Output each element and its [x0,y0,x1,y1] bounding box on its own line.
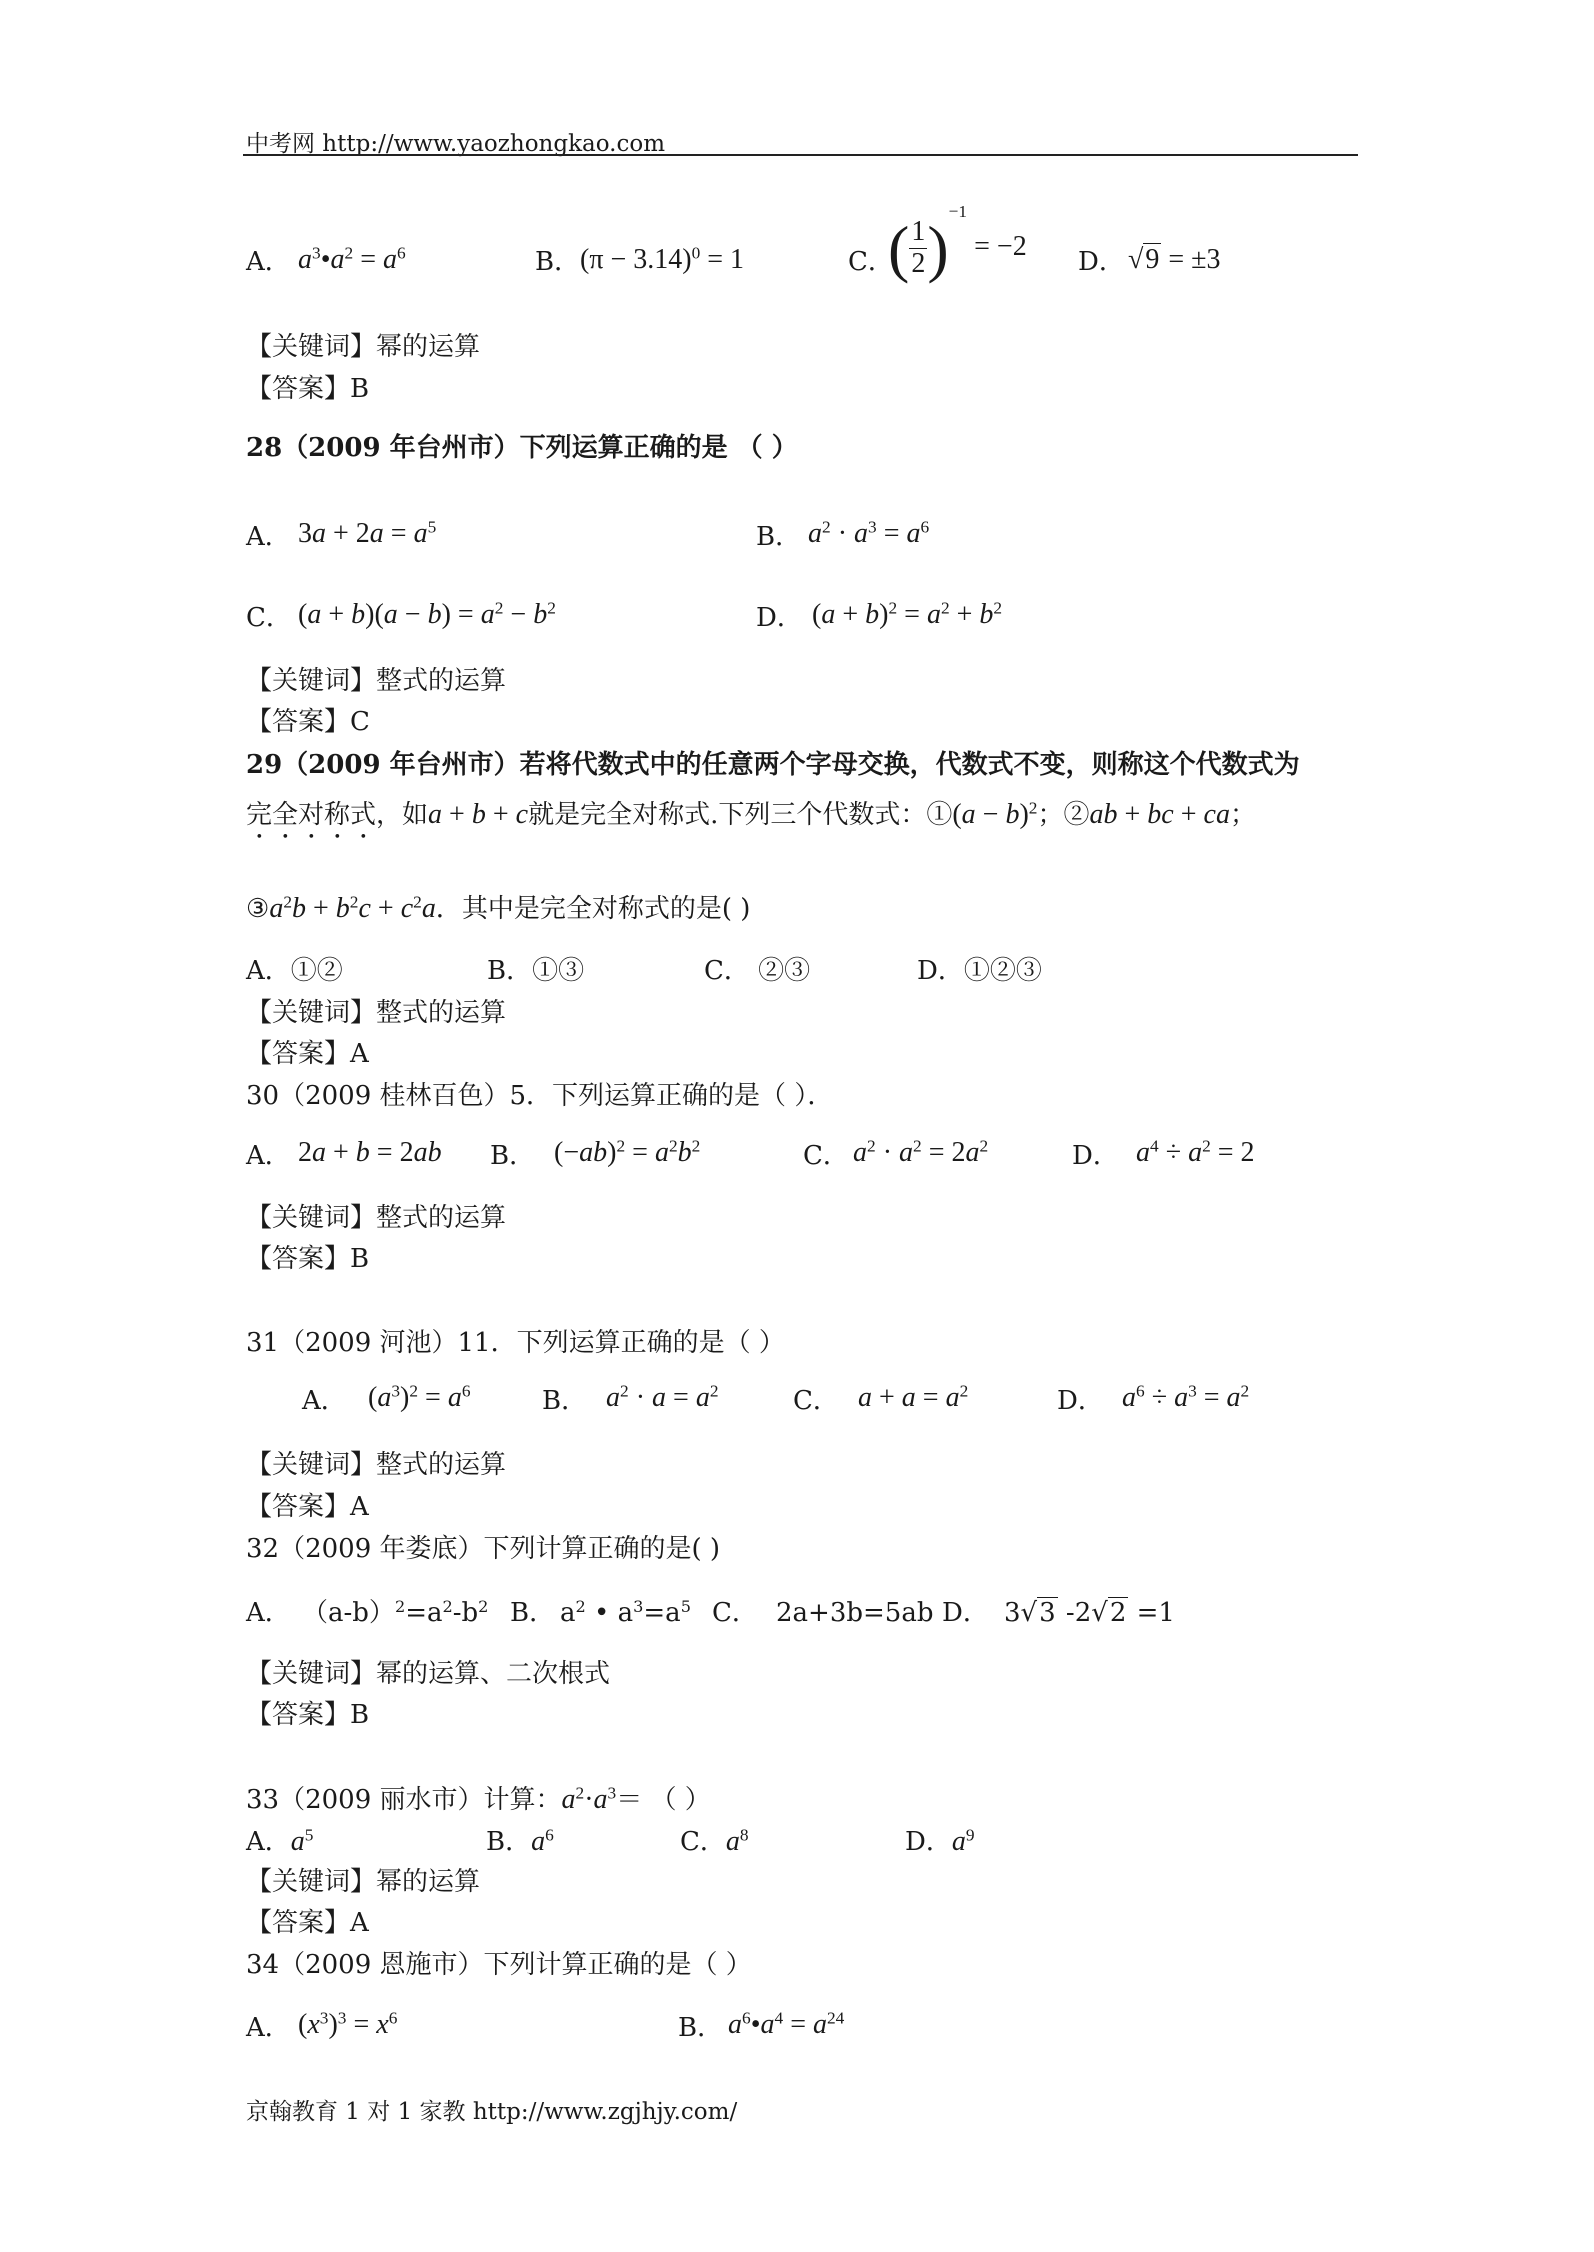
q29-mark3: ③ [246,894,270,924]
q29-sep: ；② [1037,800,1090,830]
q30-option-c-formula: $a^2 \cdot a^2 = 2a^2$ [853,1136,989,1168]
q30-option-a-label: A． [246,1141,291,1171]
q32-option-b-label: B． [510,1598,556,1628]
q29-symmetric-term: 完全对称式 [246,800,377,830]
q29-stem-line1: 29（2009 年台州市）若将代数式中的任意两个字母交换，代数式不变，则称这个代数式为 [246,750,1300,780]
q31-option-a-label: A． [302,1386,347,1416]
q31-option-d-label: D． [1057,1386,1104,1416]
q29-example-pre: ，如 [376,800,429,830]
page-footer: 京翰教育 1 对 1 家教 http://www.zgjhjy.com/ [246,2099,738,2125]
header-rule [243,154,1358,156]
q27-answer: 【答案】B [246,374,370,404]
q28-option-c-label: C． [246,603,292,633]
q27-option-d-formula: √9 = ±3 [1128,244,1221,275]
q32-option-d-label: D． [942,1598,989,1628]
q29-option-a: A．①② [246,956,343,986]
q29-example-post: 就是完全对称式.下列三个代数式：① [528,800,953,830]
q29-end: ； [1229,800,1256,830]
q27-option-b-label: B． [535,247,581,277]
q29-option-d: D．①②③ [917,956,1042,986]
q29-stem-line3-post: ．其中是完全对称式的是( ) [435,894,751,924]
q32-keyword: 【关键词】幂的运算、二次根式 [246,1659,611,1689]
q33-answer: 【答案】A [246,1908,369,1938]
q34-stem: 34（2009 恩施市）下列计算正确的是（ ） [246,1950,752,1980]
q29-option-c: C． ②③ [704,956,811,986]
q28-option-b-formula: $a^2 \cdot a^3 = a^6$ [808,517,930,549]
q28-option-d-formula: $(a + b)^2 = a^2 + b^2$ [812,598,1003,630]
q31-option-b-label: B． [542,1386,588,1416]
q28-option-c-formula: $(a + b)(a - b) = a^2 - b^2$ [298,598,556,630]
q29-answer: 【答案】A [246,1039,369,1069]
q31-option-a-formula: $(a^3)^2 = a^6$ [368,1381,471,1413]
q27-option-a-formula: $a^3•a^2 = a^6$ [298,243,406,275]
q33-option-c: C．$a^8$ [680,1825,749,1857]
q30-option-b-label: B． [490,1141,536,1171]
q27-keyword: 【关键词】幂的运算 [246,332,481,362]
q27-option-d-label: D． [1078,247,1125,277]
q28-answer: 【答案】C [246,707,370,737]
q33-option-a: A．$a^5$ [246,1825,314,1857]
q31-answer: 【答案】A [246,1492,369,1522]
q28-stem: 28（2009 年台州市）下列运算正确的是 （ ） [246,433,798,463]
q34-option-b-formula: $a^6•a^4 = a^{24}$ [728,2008,845,2040]
q32-option-b-formula: $a^2$ • $a^3=a^5$ [560,1597,691,1628]
q34-option-a-formula: $(x^3)^3 = x^6$ [298,2008,398,2040]
q28-option-b-label: B． [756,522,802,552]
q27-option-c-label: C． [848,247,894,277]
q31-stem: 31（2009 河池）11．下列运算正确的是（ ） [246,1328,785,1358]
q33-stem-pre: 33（2009 丽水市）计算： [246,1785,562,1815]
q33-stem: 33（2009 丽水市）计算：$a^2\cdot a^3=$ （ ） [246,1783,711,1815]
q28-option-a-formula: $3a + 2a = a^5$ [298,517,437,549]
q32-option-d-formula: 3√3 -2√2 =1 [1004,1598,1175,1628]
q31-option-c-formula: $a + a = a^2$ [858,1381,969,1413]
q31-option-c-label: C． [793,1386,839,1416]
q34-option-a-label: A． [246,2013,291,2043]
q30-answer: 【答案】B [246,1244,370,1274]
q27-option-a-label: A． [246,247,291,277]
q30-keyword: 【关键词】整式的运算 [246,1203,507,1233]
q30-option-b-formula: $(-ab)^2 = a^2b^2$ [554,1136,701,1168]
q29-keyword: 【关键词】整式的运算 [246,998,507,1028]
q29-option-b: B．①③ [487,956,585,986]
q30-option-d-formula: $a^4 \div a^2 = 2$ [1136,1136,1255,1168]
page-header: 中考网 http://www.yaozhongkao.com [246,131,666,157]
q29-stem-line2: 完全对称式，如a + b + c就是完全对称式.下列三个代数式：①(a − b)$^2$；②ab + bc + ca； [246,798,1256,830]
q31-option-d-formula: $a^6 \div a^3 = a^2$ [1122,1381,1250,1413]
q27-option-b-formula: $(\pi - 3.14)^0 = 1$ [580,243,745,275]
q28-keyword: 【关键词】整式的运算 [246,666,507,696]
q32-option-c-label: C． [712,1598,758,1628]
q33-option-b: B．$a^6$ [486,1825,554,1857]
q32-option-a-label: A． [246,1598,291,1628]
q27-option-c-formula: ( $\frac{1}{2}$ )$^{-1}$ = −2 [888,202,1027,284]
q31-option-b-formula: $a^2 \cdot a = a^2$ [606,1381,719,1413]
q29-stem-line3: $③a^2b + b^2c + c^2a$．其中是完全对称式的是( ) [246,892,751,924]
q32-option-a-formula: $(a-b)^2=a^2-b^2$ [302,1597,489,1628]
q28-option-a-label: A． [246,522,291,552]
q33-keyword: 【关键词】幂的运算 [246,1867,481,1897]
q30-option-d-label: D． [1072,1141,1119,1171]
q32-answer: 【答案】B [246,1700,370,1730]
q31-keyword: 【关键词】整式的运算 [246,1450,507,1480]
q34-option-b-label: B． [678,2013,724,2043]
q28-option-d-label: D． [756,603,803,633]
q30-option-a-formula: 2a + b = 2ab [298,1137,442,1168]
q32-option-c-formula: 2a+3b=5ab [776,1598,934,1628]
q30-option-c-label: C． [803,1141,849,1171]
q33-stem-post: ＝ （ ） [616,1785,711,1815]
q32-stem: 32（2009 年娄底）下列计算正确的是( ) [246,1534,721,1564]
q30-stem: 30（2009 桂林百色）5．下列运算正确的是（ ）． [246,1081,834,1111]
q33-option-d: D．$a^9$ [905,1825,975,1857]
